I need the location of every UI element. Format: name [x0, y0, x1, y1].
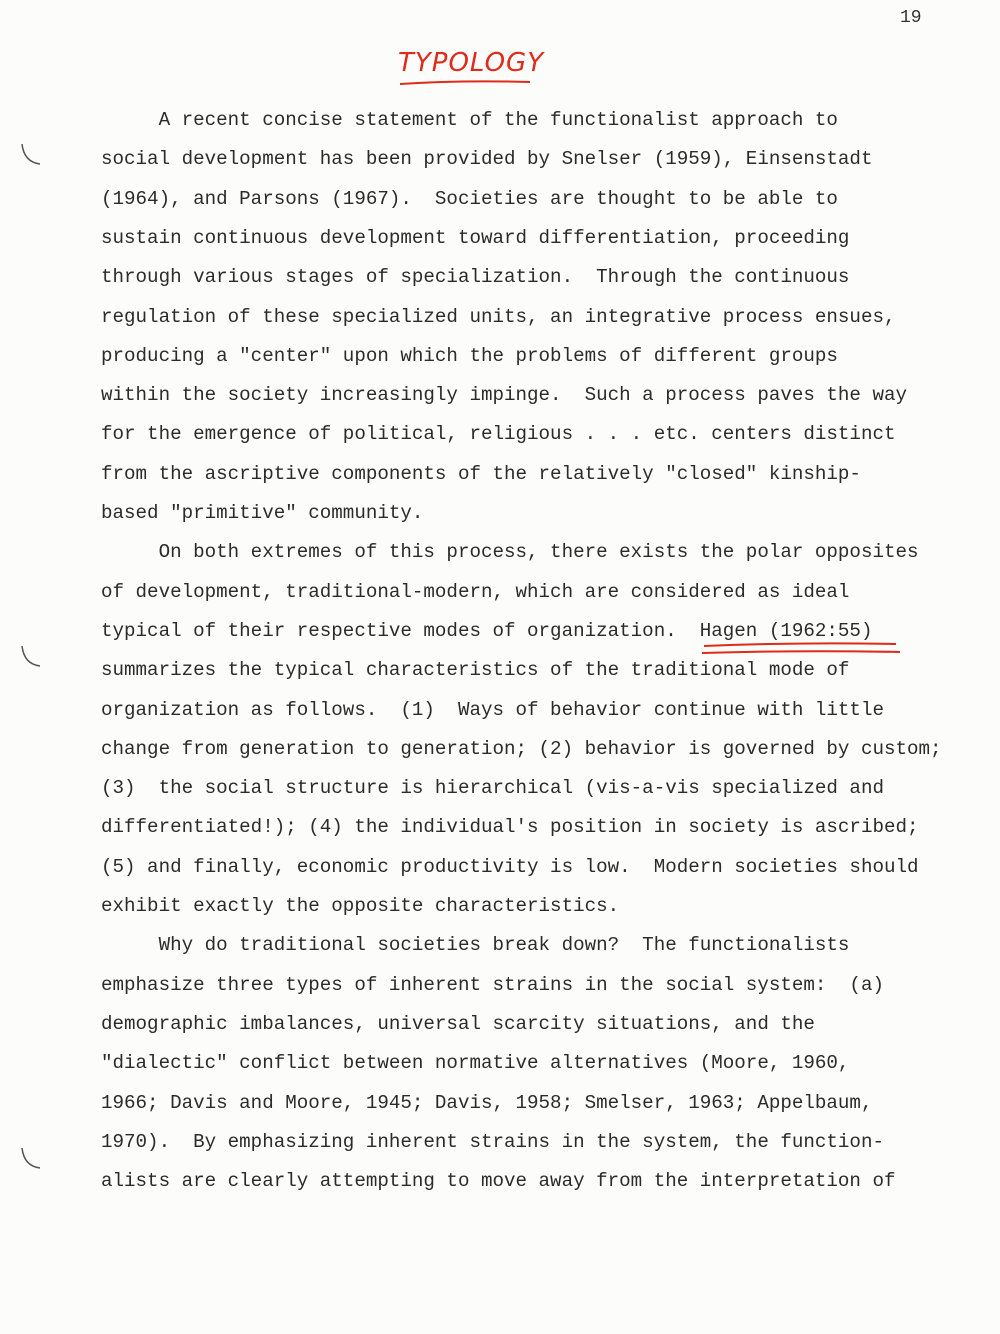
text-line: for the emergence of political, religious . . . etc. centers distinct: [101, 423, 896, 445]
text-line: based "primitive" community.: [101, 502, 424, 524]
text-line: social development has been provided by Snelser (1959), Einsenstadt: [101, 148, 873, 170]
page-number: 19: [900, 8, 922, 28]
binder-hole-mark: [18, 1144, 58, 1174]
binder-hole-mark: [18, 140, 58, 170]
text-line: (5) and finally, economic productivity is low. Modern societies should: [101, 856, 919, 878]
text-line: summarizes the typical characteristics of the traditional mode of: [101, 659, 850, 681]
text-line: differentiated!); (4) the individual's position in society is ascribed;: [101, 816, 919, 838]
text-line: "dialectic" conflict between normative alternatives (Moore, 1960,: [101, 1052, 850, 1074]
hagen-citation-underline: [700, 640, 910, 660]
text-line: alists are clearly attempting to move away from the interpretation of: [101, 1170, 896, 1192]
heading-underline: [380, 44, 580, 94]
text-line: Why do traditional societies break down? The functionalists: [101, 934, 850, 956]
text-line: producing a "center" upon which the problems of different groups: [101, 345, 838, 367]
text-line: within the society increasingly impinge. Such a process paves the way: [101, 384, 908, 406]
text-line: exhibit exactly the opposite characteristics.: [101, 895, 620, 917]
text-line: through various stages of specialization. Through the continuous: [101, 266, 850, 288]
text-line: regulation of these specialized units, an integrative process ensues,: [101, 306, 896, 328]
text-line: 1966; Davis and Moore, 1945; Davis, 1958; Smelser, 1963; Appelbaum,: [101, 1092, 873, 1114]
heading-text: TYPOLOGY: [398, 48, 545, 78]
text-line: sustain continuous development toward differentiation, proceeding: [101, 227, 850, 249]
text-line: from the ascriptive components of the relatively "closed" kinship-: [101, 463, 861, 485]
binder-hole-mark: [18, 642, 58, 672]
text-line: (3) the social structure is hierarchical (vis-a-vis specialized and: [101, 777, 884, 799]
text-line: (1964), and Parsons (1967). Societies are thought to be able to: [101, 188, 838, 210]
handwritten-heading: [380, 44, 580, 94]
text-line: organization as follows. (1) Ways of behavior continue with little: [101, 699, 884, 721]
text-line: A recent concise statement of the functionalist approach to: [101, 109, 838, 131]
text-line: 1970). By emphasizing inherent strains in the system, the function-: [101, 1131, 884, 1153]
text-line: demographic imbalances, universal scarcity situations, and the: [101, 1013, 815, 1035]
text-line: typical of their respective modes of organization. Hagen (1962:55): [101, 620, 873, 642]
text-line: change from generation to generation; (2) behavior is governed by custom;: [101, 738, 942, 760]
text-line: of development, traditional-modern, which are considered as ideal: [101, 581, 850, 603]
text-line: On both extremes of this process, there exists the polar opposites: [101, 541, 919, 563]
text-line: emphasize three types of inherent strains in the social system: (a): [101, 974, 884, 996]
